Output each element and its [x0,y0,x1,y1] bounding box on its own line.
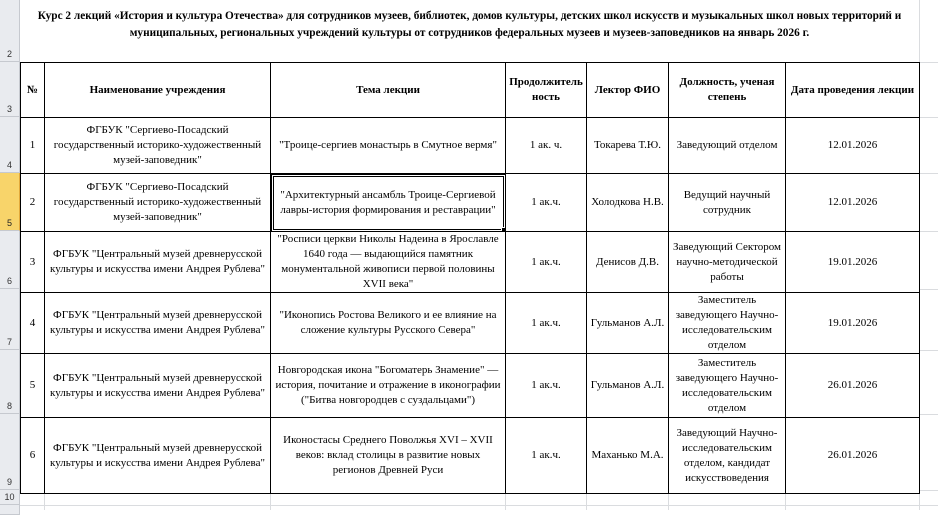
cell-date[interactable]: 19.01.2026 [786,232,920,293]
header-num[interactable]: № [21,63,45,118]
row-header-5[interactable] [0,173,20,231]
cell-institution[interactable]: ФГБУК "Центральный музей древнерусской культуры и искусства имени Андрея Рублева" [45,418,271,494]
gridline [919,414,938,415]
cell-date[interactable]: 19.01.2026 [786,293,920,354]
cell-position[interactable]: Ведущий научный сотрудник [669,174,786,232]
cell-position[interactable]: Заведующий Научно-исследовательским отделом, кандидат искусствоведения [669,418,786,494]
cell-topic[interactable]: Иконостасы Среднего Поволжья XVI – XVII веков: вклад столицы в развитие новых регионов Древней Руси [271,418,506,494]
header-row [21,63,920,118]
cell-lecturer[interactable]: Гульманов А.Л. [587,354,669,418]
cell-date[interactable]: 12.01.2026 [786,174,920,232]
row-header-3[interactable] [0,62,20,117]
header-date[interactable]: Дата проведения лекции [786,63,920,118]
header-duration[interactable] [506,63,587,118]
gridline [919,231,938,232]
cell-lecturer[interactable]: Токарева Т.Ю. [587,118,669,174]
header-lecturer[interactable]: Лектор ФИО [587,63,669,118]
cell-institution[interactable]: ФГБУК "Центральный музей древнерусской культуры и искусства имени Андрея Рублева" [45,232,271,293]
cell-lecturer[interactable]: Маханько М.А. [587,418,669,494]
gridline [919,350,938,351]
gridline [20,505,938,506]
gridline [919,289,938,290]
row-header-4[interactable] [0,117,20,173]
table-row [21,418,920,494]
table-row [21,354,920,418]
cell-institution[interactable]: ФГБУК "Центральный музей древнерусской культуры и искусства имени Андрея Рублева" [45,293,271,354]
row-number: 9 [6,477,12,487]
cell-institution[interactable]: ФГБУК "Сергиево-Посадский государственный историко-художественный музей-заповедник" [45,118,271,174]
gridline [919,117,938,118]
row-number: 3 [6,104,12,114]
cell-num[interactable]: 2 [21,174,45,232]
row-number: 2 [6,49,12,59]
cell-duration[interactable]: 1 ак.ч. [506,293,587,354]
cell-topic[interactable]: "Троице-сергиев монастырь в Смутное вермя" [271,118,506,174]
cell-position[interactable]: Заведующий Сектором научно-методической работы [669,232,786,293]
header-duration-text: Продолжительность [509,76,583,103]
cell-date[interactable]: 12.01.2026 [786,118,920,174]
cell-topic[interactable]: "Иконопись Ростова Великого и ее влияние на сложение культуры Русского Севера" [271,293,506,354]
table-row [21,174,920,232]
cell-institution[interactable]: ФГБУК "Центральный музей древнерусской культуры и искусства имени Андрея Рублева" [45,354,271,418]
cell-lecturer[interactable]: Холодкова Н.В. [587,174,669,232]
lectures-table [20,62,920,494]
sheet-title[interactable]: Курс 2 лекций «История и культура Отечества» для сотрудников музеев, библиотек, домов культуры, детских школ искусств и музыкальных школ новых территорий и муниципальных, региональных учреждений культуры от сотрудников федеральных музеев и музеев-заповедников на январь 2026 г. [37,10,902,39]
cell-num[interactable]: 5 [21,354,45,418]
row-header-7[interactable] [0,289,20,350]
cell-duration[interactable]: 1 ак.ч. [506,174,587,232]
gridline [919,173,938,174]
row-number: 5 [6,218,12,228]
row-number: 4 [6,160,12,170]
cell-topic-text: "Архитектурный ансамбль Троице-Сергиевой лавры-история формирования и реставрации" [280,188,496,216]
gridline [919,62,938,63]
cell-lecturer[interactable]: Денисов Д.В. [587,232,669,293]
cell-num[interactable]: 3 [21,232,45,293]
cell-position[interactable]: Заместитель заведующего Научно-исследовательским отделом [669,354,786,418]
header-position[interactable]: Должность, ученая степень [669,63,786,118]
cell-duration[interactable]: 1 ак.ч. [506,232,587,293]
row-header-6[interactable] [0,231,20,289]
cell-lecturer[interactable]: Гульманов А.Л. [587,293,669,354]
row-number: 8 [6,401,12,411]
row-header-2[interactable] [0,0,20,62]
cell-num[interactable]: 4 [21,293,45,354]
row-number: 10 [4,492,15,502]
cell-num[interactable]: 6 [21,418,45,494]
cell-institution[interactable]: ФГБУК "Сергиево-Посадский государственный историко-художественный музей-заповедник" [45,174,271,232]
cell-duration[interactable]: 1 ак.ч. [506,354,587,418]
gridline [919,490,938,491]
header-topic[interactable]: Тема лекции [271,63,506,118]
cell-date[interactable]: 26.01.2026 [786,354,920,418]
fill-handle[interactable] [501,227,506,232]
cell-topic-selected[interactable] [271,174,506,232]
row-number: 6 [6,276,12,286]
cell-position[interactable]: Заведующий отделом [669,118,786,174]
header-institution[interactable]: Наименование учреждения [45,63,271,118]
cell-position[interactable]: Заместитель заведующего Научно-исследовательским отделом [669,293,786,354]
table-row [21,118,920,174]
row-header-11[interactable] [0,505,20,515]
row-header-10[interactable] [0,490,20,505]
cell-duration[interactable]: 1 ак.ч. [506,418,587,494]
cell-num[interactable]: 1 [21,118,45,174]
row-header-8[interactable] [0,350,20,414]
cell-duration[interactable]: 1 ак. ч. [506,118,587,174]
row-number: 7 [6,337,12,347]
row-header-9[interactable] [0,414,20,490]
cell-topic[interactable]: Новгородская икона "Богоматерь Знамение" — история, почитание и отражение в иконографии ("Битва новгородцев с суздальцами") [271,354,506,418]
cell-date[interactable]: 26.01.2026 [786,418,920,494]
cell-topic[interactable]: "Росписи церкви Николы Надеина в Ярославле 1640 года — выдающийся памятник монументальной живописи первой половины XVII века" [271,232,506,293]
table-row [21,293,920,354]
table-row [21,232,920,293]
